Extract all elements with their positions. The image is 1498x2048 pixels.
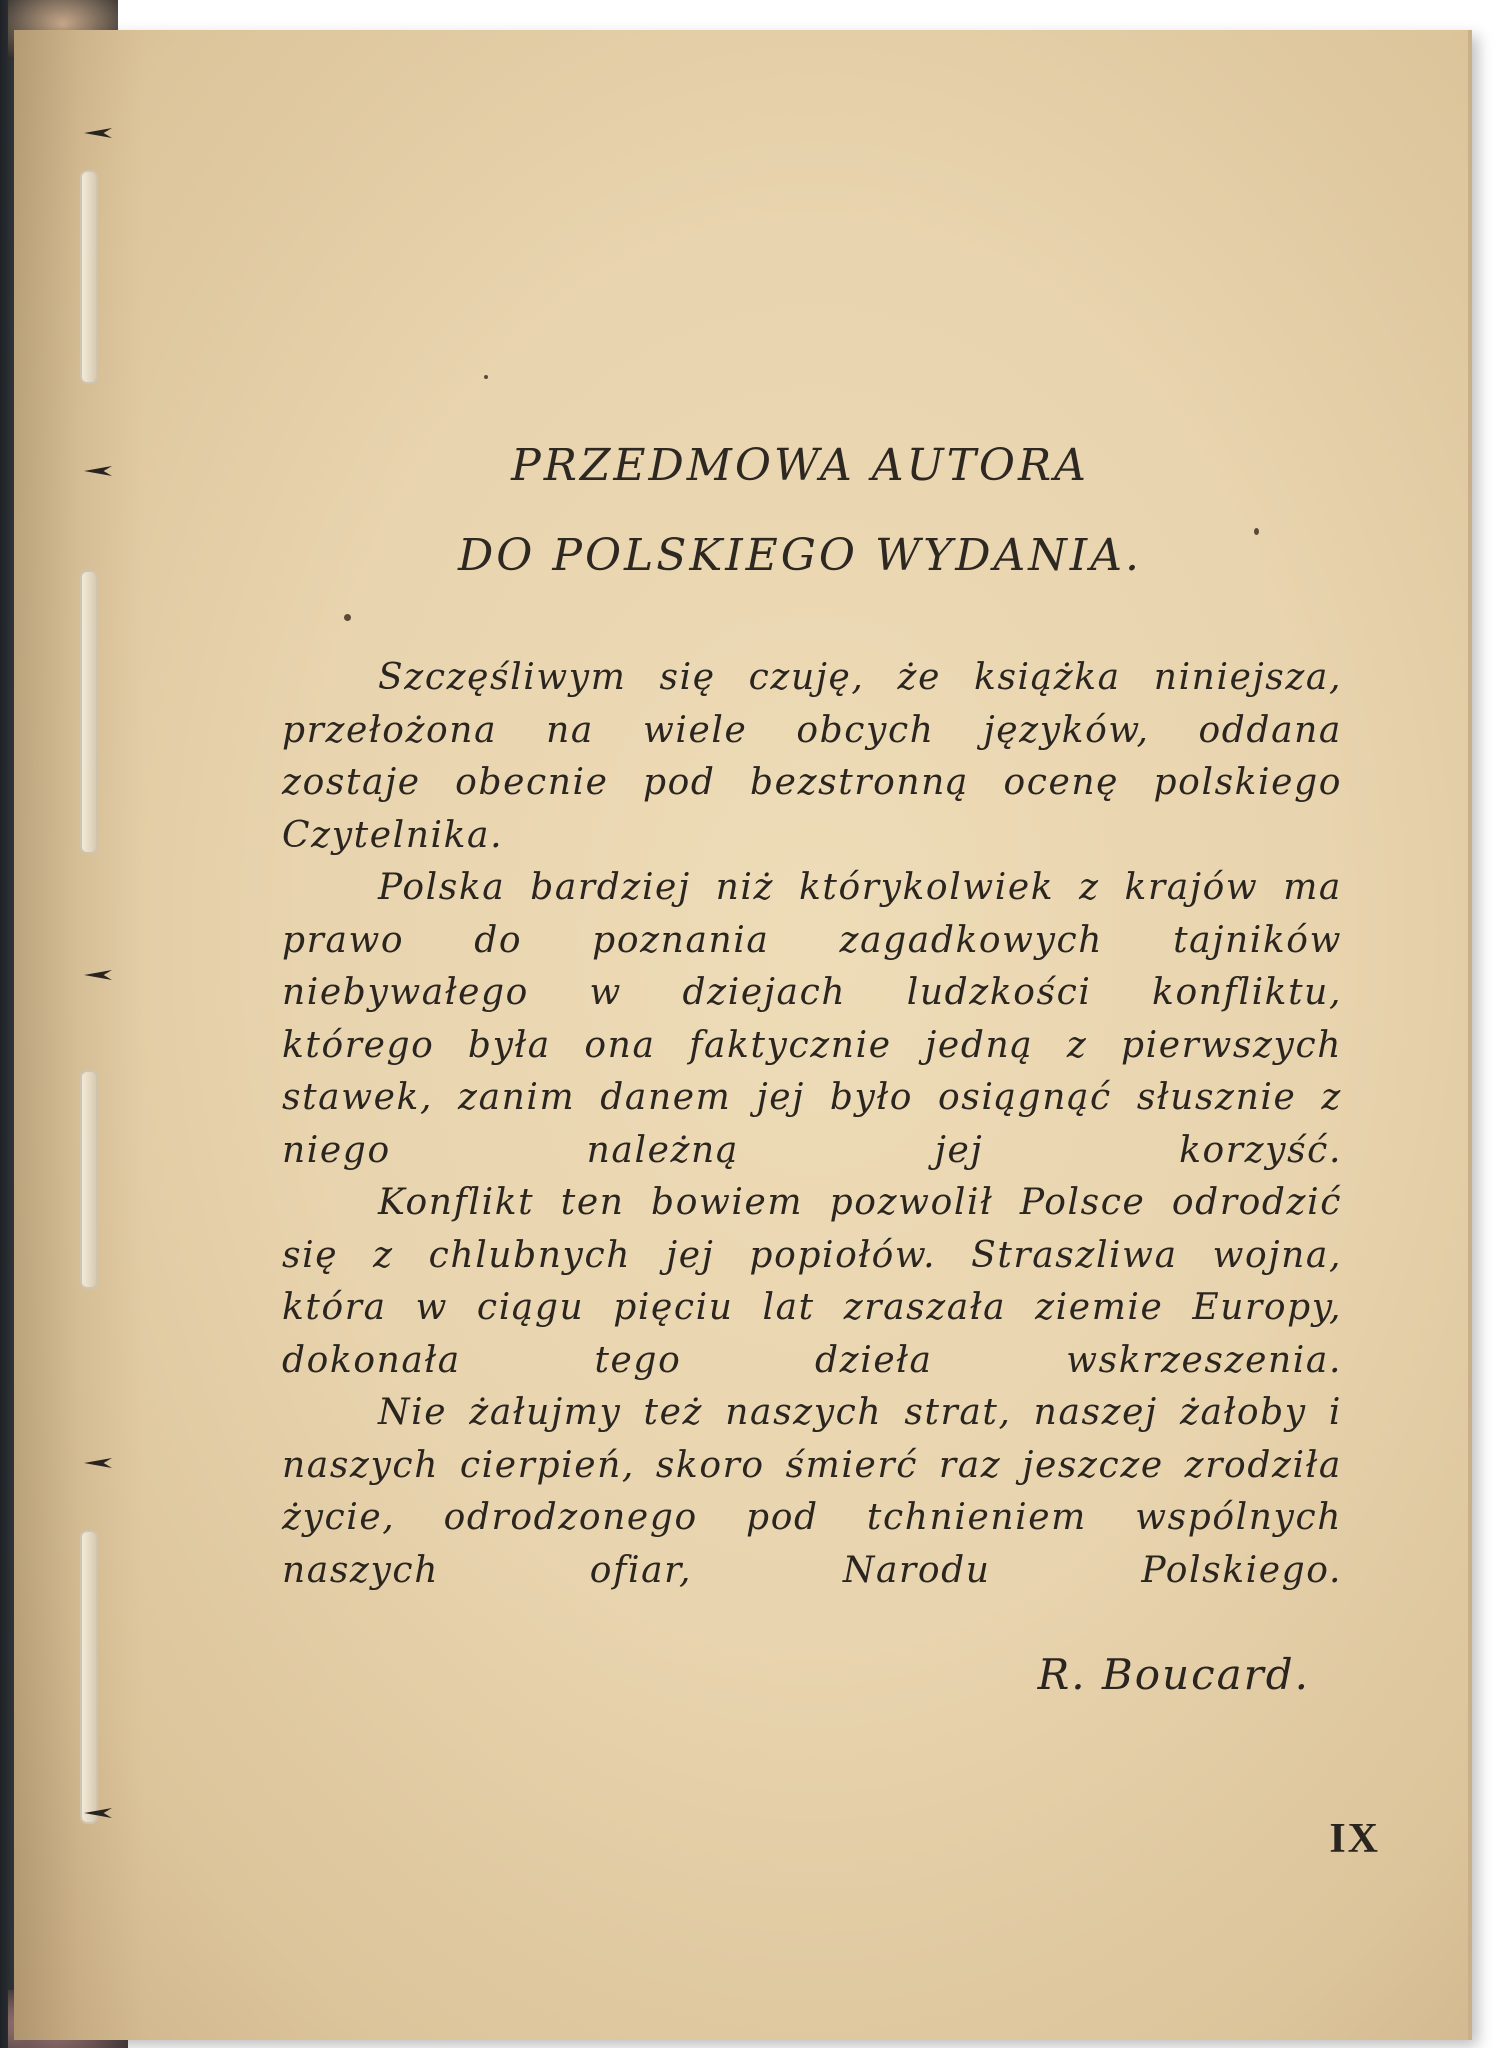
page-number: IX [1329,1816,1380,1862]
paper-speck [1254,528,1259,535]
paragraph-4: Nie żałujmy też naszych strat, naszej żałoby i naszych cierpień, skoro śmierć raz jeszcze zrodziła życie, odrodzonego pod tchnieniem wspólnych naszych ofiar, Narodu Polskiego. [282,1392,1342,1591]
paper-speck [484,375,488,379]
paragraph-1: Szczęśliwym się czuję, że książka niniejsza, przełożona na wiele obcych języków, oddana zostaje obecnie pod bezstronną ocenę polskiego Czytelnika. [282,657,1342,856]
binding-stitch [80,1070,98,1289]
binding-stitch [80,570,98,854]
author-signature: R. Boucard. [1037,1650,1310,1699]
paragraph-2: Polska bardziej niż którykolwiek z krajów ma prawo do poznania zagadkowych tajników niebywałego w dziejach ludzkości konfliktu, którego była ona faktycznie jedną z pierwszych stawek, zanim danem jej było osiągnąć słusznie z niego należną jej korzyść. [282,867,1342,1171]
preface-title-line-1: PRZEDMOWA AUTORA [511,440,1089,491]
preface-body [282,652,1342,1597]
preface-title-line-2: DO POLSKIEGO WYDANIA. [458,530,1142,581]
binding-stitch [80,1530,98,1824]
paper-speck [344,614,351,621]
paragraph-3: Konflikt ten bowiem pozwolił Polsce odrodzić się z chlubnych jej popiołów. Straszliwa wojna, która w ciągu pięciu lat zraszała ziemie Europy, dokonała tego dzieła wskrzeszenia. [282,1182,1342,1381]
gutter-shadow [14,30,144,2040]
binding-stitch [80,170,98,384]
